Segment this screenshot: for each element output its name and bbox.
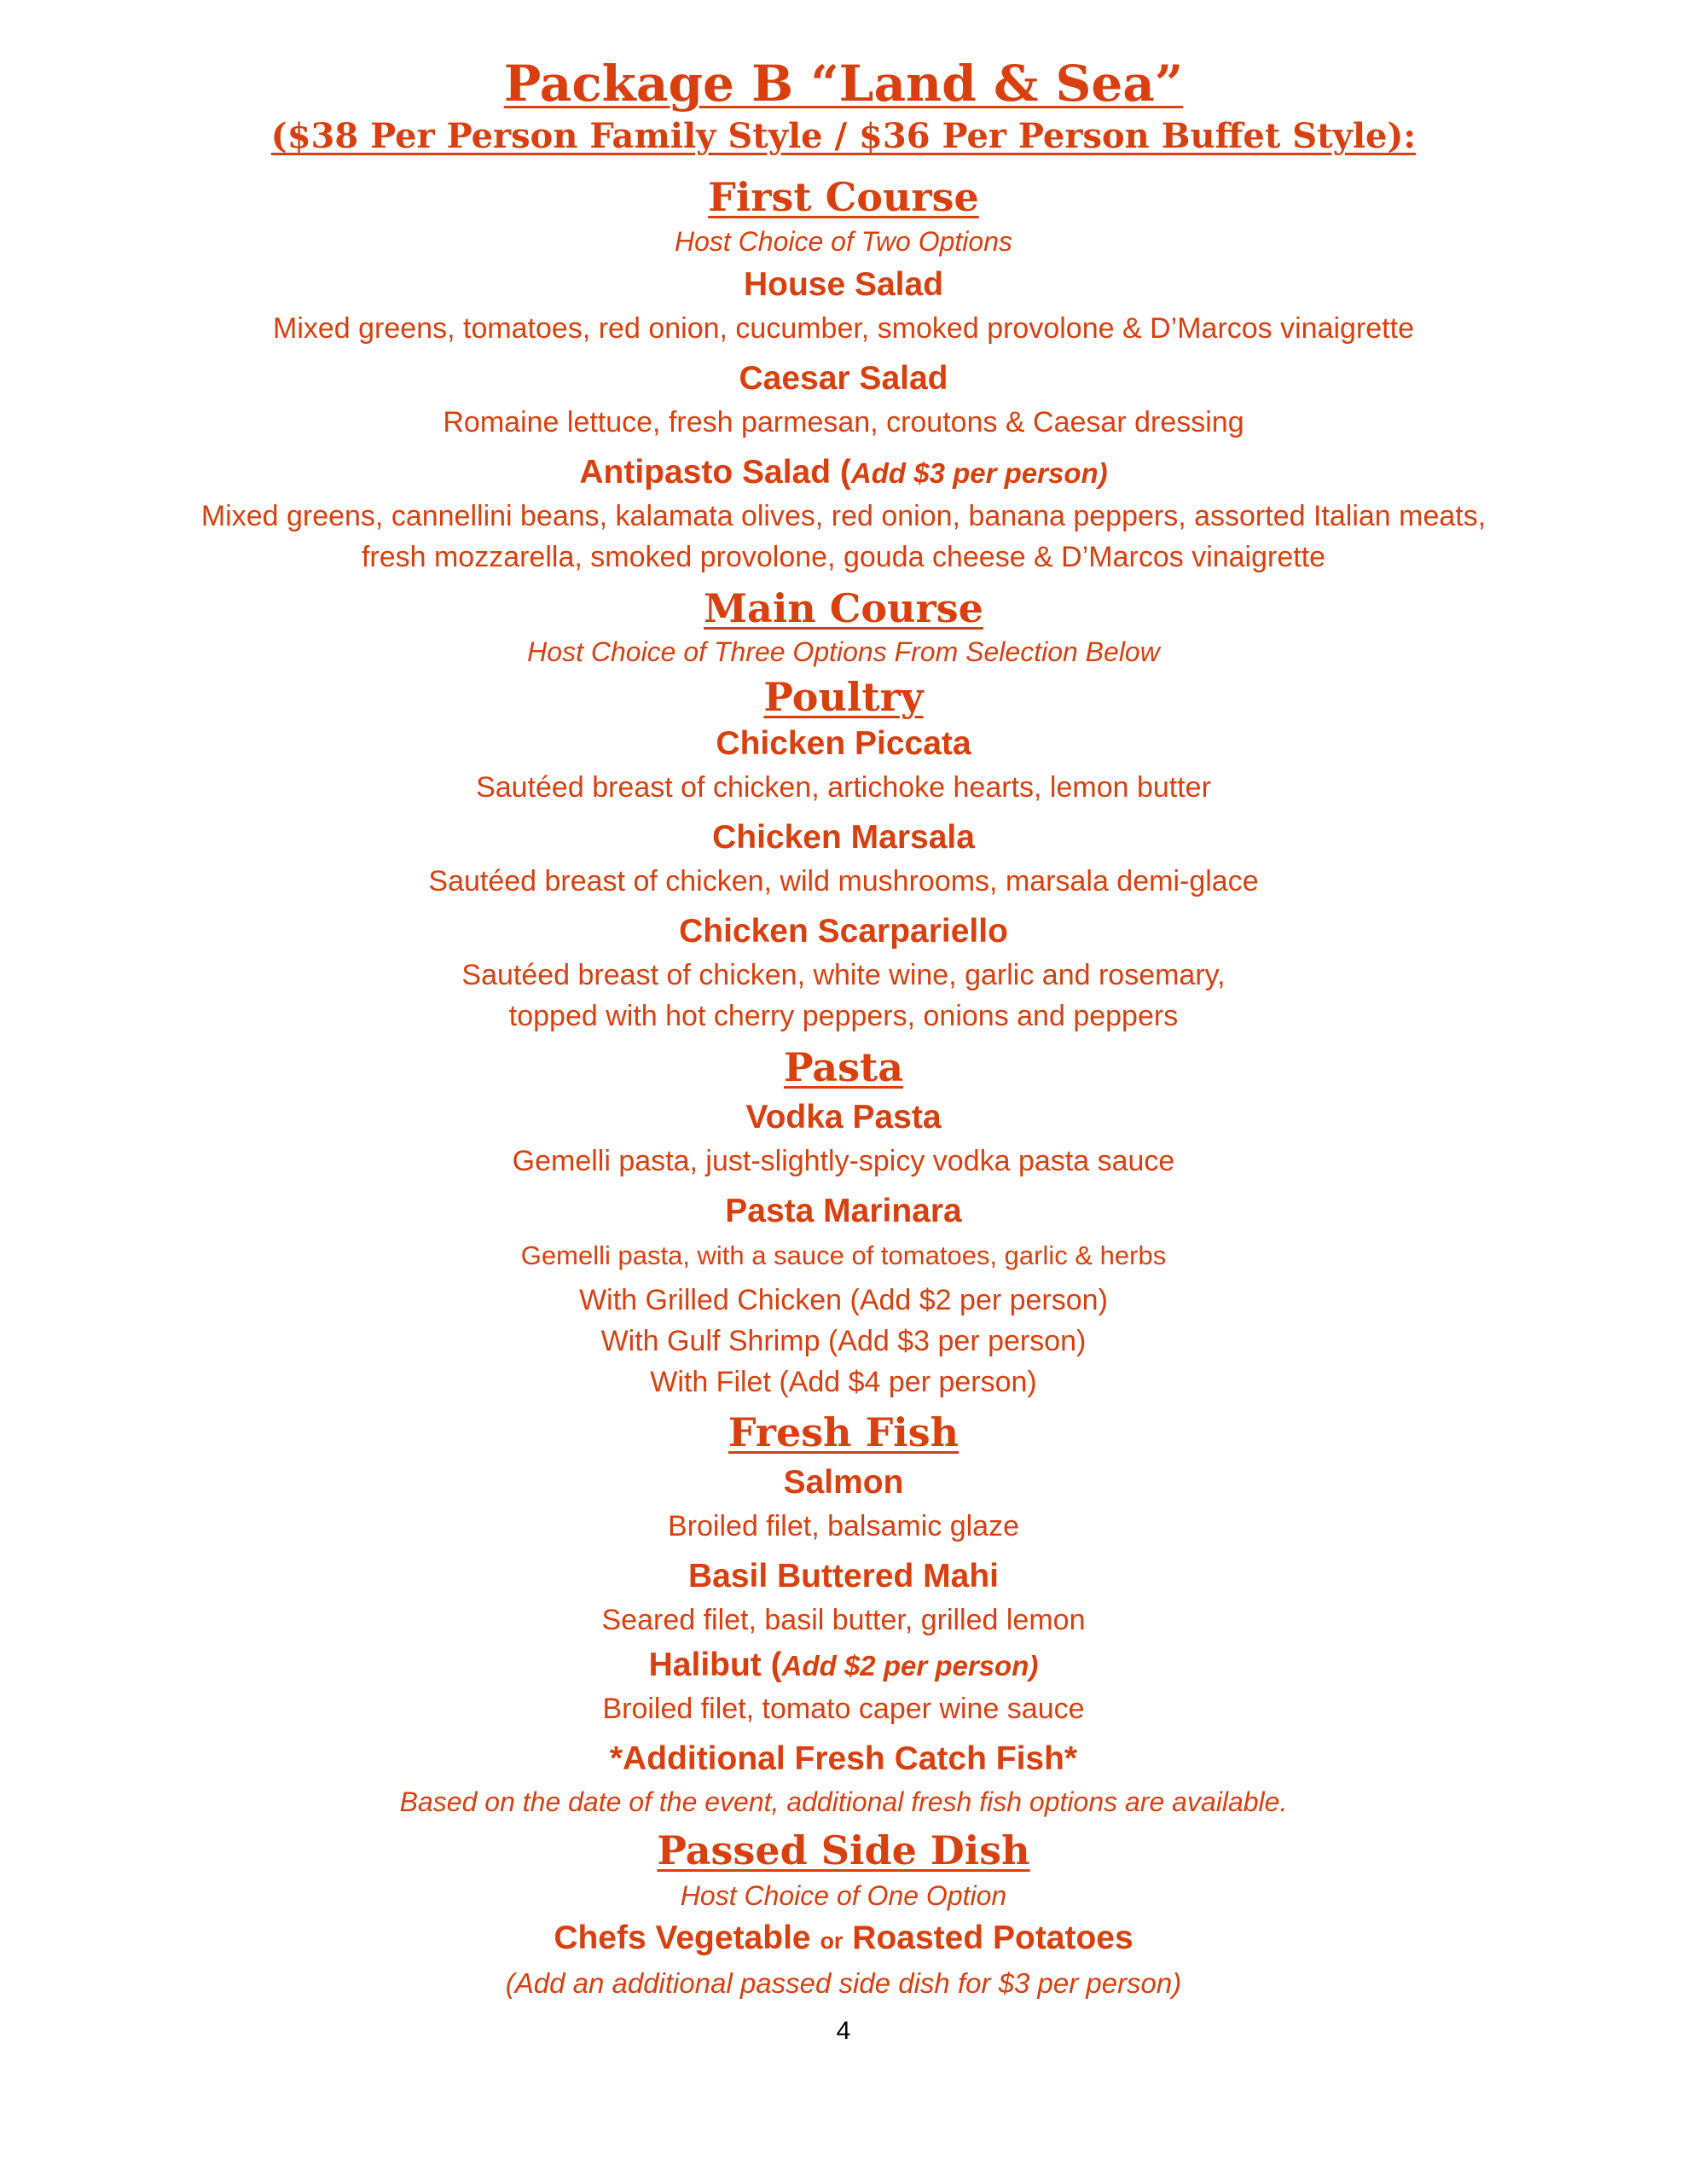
halibut-name: Halibut ( (648, 1647, 782, 1683)
additional-fish-title: *Additional Fresh Catch Fish* (609, 1740, 1078, 1777)
caesar-salad-desc: Romaine lettuce, fresh parmesan, croutons & Caesar dressing (443, 406, 1244, 439)
vodka-pasta-title: Vodka Pasta (745, 1099, 942, 1136)
antipasto-salad-title (0, 454, 1687, 491)
pasta-marinara-desc: Gemelli pasta, with a sauce of tomatoes, garlic & herbs (520, 1240, 1167, 1270)
vodka-pasta-desc: Gemelli pasta, just-slightly-spicy vodka pasta sauce (512, 1145, 1175, 1177)
antipasto-salad-addon: Add $3 per person) (850, 457, 1108, 489)
chicken-scarpariello-desc-1: Sautéed breast of chicken, white wine, garlic and rosemary, (461, 959, 1226, 991)
pasta-addon-chicken: With Grilled Chicken (Add $2 per person) (579, 1284, 1108, 1316)
pasta-heading: Pasta (783, 1044, 904, 1090)
antipasto-salad-desc-1: Mixed greens, cannellini beans, kalamata olives, red onion, banana peppers, assorted Italian meats, (200, 500, 1487, 532)
additional-fish-note: Based on the date of the event, additional fresh fish options are available. (399, 1786, 1288, 1817)
chicken-marsala-title: Chicken Marsala (712, 819, 975, 856)
caesar-salad-title: Caesar Salad (739, 360, 948, 397)
pasta-addon-filet: With Filet (Add $4 per person) (650, 1366, 1037, 1398)
antipasto-salad-name: Antipasto Salad ( (579, 454, 851, 491)
side-dish-options (0, 1920, 1687, 1957)
package-title: Package B “Land & Sea” (503, 55, 1184, 113)
pricing-line: ($38 Per Person Family Style / $36 Per Person Buffet Style): (270, 116, 1417, 156)
salmon-desc: Broiled filet, balsamic glaze (668, 1510, 1019, 1542)
house-salad-desc: Mixed greens, tomatoes, red onion, cucumber, smoked provolone & D’Marcos vinaigrette (273, 312, 1414, 345)
roasted-potatoes-option: Roasted Potatoes (852, 1920, 1133, 1956)
poultry-heading: Poultry (763, 674, 924, 720)
page-number: 4 (836, 2017, 851, 2045)
or-connector: or (820, 1928, 844, 1954)
main-course-note: Host Choice of Three Options From Selection Below (527, 636, 1160, 667)
mahi-title: Basil Buttered Mahi (687, 1558, 1000, 1594)
first-course-note: Host Choice of Two Options (674, 226, 1012, 257)
house-salad-title: House Salad (743, 266, 944, 303)
pasta-addon-shrimp: With Gulf Shrimp (Add $3 per person) (600, 1325, 1087, 1357)
fresh-fish-heading: Fresh Fish (728, 1409, 959, 1455)
main-course-heading: Main Course (704, 585, 983, 631)
chicken-piccata-desc: Sautéed breast of chicken, artichoke hearts, lemon butter (476, 771, 1211, 804)
chicken-scarpariello-title: Chicken Scarpariello (679, 913, 1008, 950)
side-dish-extra: (Add an additional passed side dish for $3 per person) (505, 1967, 1182, 1999)
mahi-desc: Seared filet, basil butter, grilled lemon (601, 1604, 1086, 1636)
side-dish-heading: Passed Side Dish (657, 1827, 1030, 1873)
salmon-title: Salmon (783, 1464, 904, 1501)
first-course-heading: First Course (708, 174, 979, 220)
chicken-marsala-desc: Sautéed breast of chicken, wild mushrooms, marsala demi-glace (428, 865, 1259, 897)
halibut-addon: Add $2 per person) (781, 1650, 1039, 1682)
halibut-desc: Broiled filet, tomato caper wine sauce (602, 1693, 1085, 1725)
chicken-piccata-title: Chicken Piccata (716, 725, 971, 762)
antipasto-salad-desc-2: fresh mozzarella, smoked provolone, gouda cheese & D’Marcos vinaigrette (361, 541, 1326, 573)
chefs-vegetable-option: Chefs Vegetable (554, 1920, 811, 1956)
pasta-marinara-title: Pasta Marinara (725, 1193, 962, 1229)
side-dish-note: Host Choice of One Option (680, 1880, 1007, 1911)
halibut-title (0, 1647, 1687, 1684)
chicken-scarpariello-desc-2: topped with hot cherry peppers, onions and peppers (508, 1000, 1179, 1032)
